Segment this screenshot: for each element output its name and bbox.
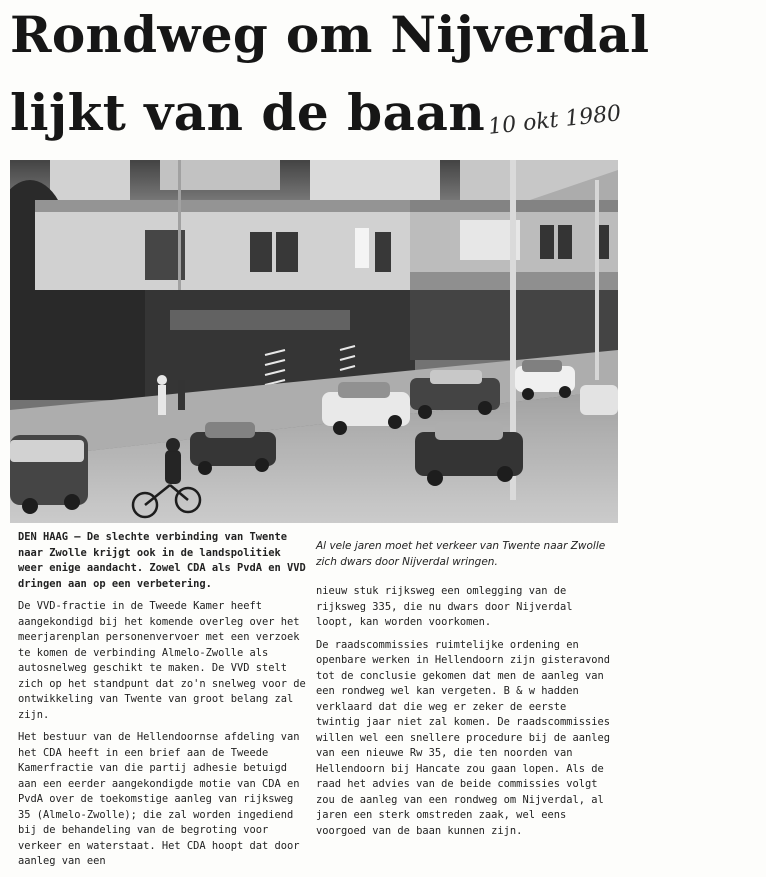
body-paragraph: De raadscommissies ruimtelijke ordening en openbare werken in Hellendoorn zijn gisteravond tot de conclusie gekomen dat men de aanleg van een rondweg wel kan vergeten. B & w hadden verklaard dat die weg er zeker de eerste twintig jaar niet zal komen. De raadscommissies willen wel een snellere procedure bij de aanleg van een nieuwe Rw 35, die ten noorden van Hellendoorn bij Hancate zou gaan lopen. Als de raad het advies van de beide commissies volgt zou de aanleg van een rondweg om Nijverdal, al jaren een sterk omstreden zaak, wel eens voorgoed van de baan kunnen zijn. [316, 638, 611, 837]
lead-text: – De slechte verbinding van Twente naar Zwolle krijgt ook in de landspolitiek weer enige aandacht. Zowel CDA als PvdA en VVD dringen aan op een verbetering. [18, 531, 306, 590]
body-paragraph: De VVD-fractie in de Tweede Kamer heeft aangekondigd bij het komende overleg over het meerjarenplan personenvervoer met een verzoek te komen de verbinding Almelo-Zwolle als autosnelweg geschikt te maken. De VVD stelt zich op het standpunt dat zo'n snelweg voor de ontwikkeling van Twente van groot belang zal zijn. [18, 600, 306, 721]
photo-caption: Al vele jaren moet het verkeer van Twente naar Zwolle zich dwars door Nijverdal wringen. [316, 540, 606, 568]
body-paragraph: Het bestuur van de Hellendoornse afdeling van het CDA heeft in een brief aan de Tweede Kamerfractie van die partij adhesie betuigd aan een eerder aangekondigde motie van CDA en PvdA over de toekomstige aanleg van rijksweg 35 (Almelo-Zwolle); die zal worden ingediend bij de behandeling van de begroting voor verkeer en waterstaat. Het CDA hoopt dat door aanleg van een [18, 731, 300, 867]
street-photo-illustration [10, 160, 618, 523]
article-column-right [316, 584, 616, 846]
article-column-left [18, 530, 310, 877]
street-photo [10, 160, 618, 523]
headline-line-1: Rondweg om Nijverdal [10, 5, 650, 64]
headline-line-2: lijkt van de baan [10, 83, 486, 142]
handwritten-date: 10 okt 1980 [487, 101, 623, 140]
dateline: DEN HAAG [18, 531, 69, 543]
lead-paragraph [18, 530, 310, 592]
body-paragraph: nieuw stuk rijksweg een omlegging van de rijksweg 335, die nu dwars door Nijverdal loopt, kan worden voorkomen. [316, 585, 573, 628]
